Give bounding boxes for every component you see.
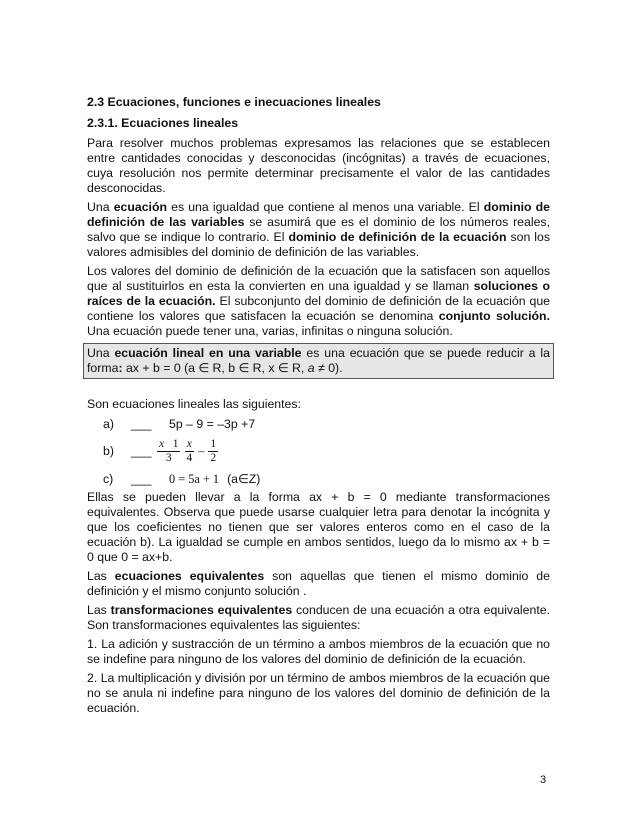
example-c	[103, 468, 550, 490]
text: ax + b = 0 (a ∈ R, b ∈ R, x ∈ R,	[122, 361, 308, 375]
numerator: x	[186, 437, 192, 450]
ecuaciones-equivalentes-paragraph	[87, 569, 550, 599]
list-intro: Son ecuaciones lineales las siguientes:	[87, 397, 301, 411]
rule-1: 1. La adición y sustracción de un término a ambos miembros de la ecuación que no se indefine para ninguno de los valores del dominio de definición de la ecuación.	[87, 637, 550, 666]
text: se asumirá que es el dominio de los números reales, salvo que se indique lo contrario. El	[87, 215, 550, 244]
answer-blank: ___	[131, 471, 152, 486]
term-soluciones: soluciones o raíces de la ecuación.	[87, 279, 550, 308]
text: x	[159, 437, 165, 450]
text: 1	[172, 437, 179, 450]
text: Los valores del dominio de definición de la ecuación que la satisfacen son aquellos que al sustituirlos en esta la convierten en una igualdad y se llaman	[87, 264, 550, 293]
examples-list	[87, 414, 550, 490]
text: ≠ 0).	[314, 361, 343, 375]
fraction	[157, 438, 180, 465]
intro-paragraph: Para resolver muchos problemas expresamos las relaciones que se establecen entre cantidades conocidas y desconocidas (incógnitas) a través de ecuaciones, cuya resolución nos permite determinar precisamente el valor de las cantidades desconocidas.	[87, 136, 550, 195]
transformaciones-paragraph	[87, 603, 550, 633]
page-number: 3	[540, 774, 547, 786]
fraction	[208, 438, 218, 465]
term-ecuacion: ecuación	[113, 200, 167, 214]
term-dominio-ecuacion: dominio de definición de la ecuación	[288, 230, 507, 244]
term-ecuaciones-equivalentes: ecuaciones equivalentes	[114, 569, 265, 583]
text: son los valores admisibles del dominio de definición de las variables.	[87, 230, 550, 259]
document-page	[87, 95, 550, 720]
equation: 0 = 5a + 1	[169, 471, 220, 486]
text: El subconjunto del dominio de definición de la ecuación que contiene los valores que satisfacen la ecuación se denomina	[87, 294, 551, 323]
text: es una ecuación que se puede reducir a la forma	[87, 346, 550, 375]
soluciones-paragraph	[87, 264, 550, 339]
text: Las	[87, 569, 115, 583]
answer-blank: ___	[131, 416, 152, 431]
text: Una ecuación puede tener una, varias, infinitas o ninguna solución.	[87, 324, 453, 338]
text: es una igualdad que contiene al menos una variable. El	[167, 200, 484, 214]
term-conjunto-solucion: conjunto solución.	[438, 309, 550, 323]
text: son aquellas que tienen el mismo dominio de definición y el mismo conjunto solución .	[87, 569, 550, 598]
minus-sign: –	[198, 443, 205, 458]
ecuacion-definition-paragraph	[87, 200, 550, 260]
text: Las	[87, 603, 111, 617]
section-heading: 2.3 Ecuaciones, funciones e inecuaciones lineales	[87, 95, 381, 109]
text: conducen de una ecuación a otra equivalente. Son transformaciones equivalentes las siguientes:	[87, 603, 551, 632]
subsection-heading: 2.3.1. Ecuaciones lineales	[87, 116, 239, 130]
text: Una	[87, 200, 114, 214]
fraction	[184, 438, 194, 465]
denominator: 4	[186, 451, 193, 464]
rule-2: 2. La multiplicación y división por un término de ambos miembros de la ecuación que no se anula ni indefine para ninguno de los valores del dominio de definición de la ecuación.	[87, 671, 550, 715]
item-label: a)	[103, 416, 114, 431]
example-a	[103, 414, 550, 434]
text: Una	[87, 346, 115, 360]
item-label: b)	[103, 443, 114, 458]
example-b	[103, 434, 550, 468]
numerator	[157, 438, 180, 452]
denominator: 2	[210, 451, 217, 464]
definition-box	[83, 343, 554, 379]
denominator: 3	[165, 451, 172, 464]
term-dominio-variables: dominio de definición de las variables	[87, 200, 550, 229]
numerator: 1	[210, 437, 217, 450]
item-label: c)	[103, 471, 114, 486]
term-transformaciones: transformaciones equivalentes	[110, 603, 293, 617]
term-ecuacion-lineal: ecuación lineal en una variable	[114, 346, 302, 360]
text: :	[118, 361, 123, 375]
forma-paragraph: Ellas se pueden llevar a la forma ax + b = 0 mediante transformaciones equivalentes. Observa que puede usarse cualquier letra para denotar la incógnita y que los coeficientes no tienen que ser valores enteros como en el caso de la ecuación b). La igualdad se cumple en ambos sentidos, luego da lo mismo ax + b = 0 que 0 = ax+b.	[87, 490, 550, 564]
text: a	[307, 361, 315, 375]
answer-blank: ___	[131, 443, 152, 458]
domain-note: (a∈Z)	[227, 471, 261, 486]
equation: 5p – 9 = –3p +7	[169, 416, 256, 431]
